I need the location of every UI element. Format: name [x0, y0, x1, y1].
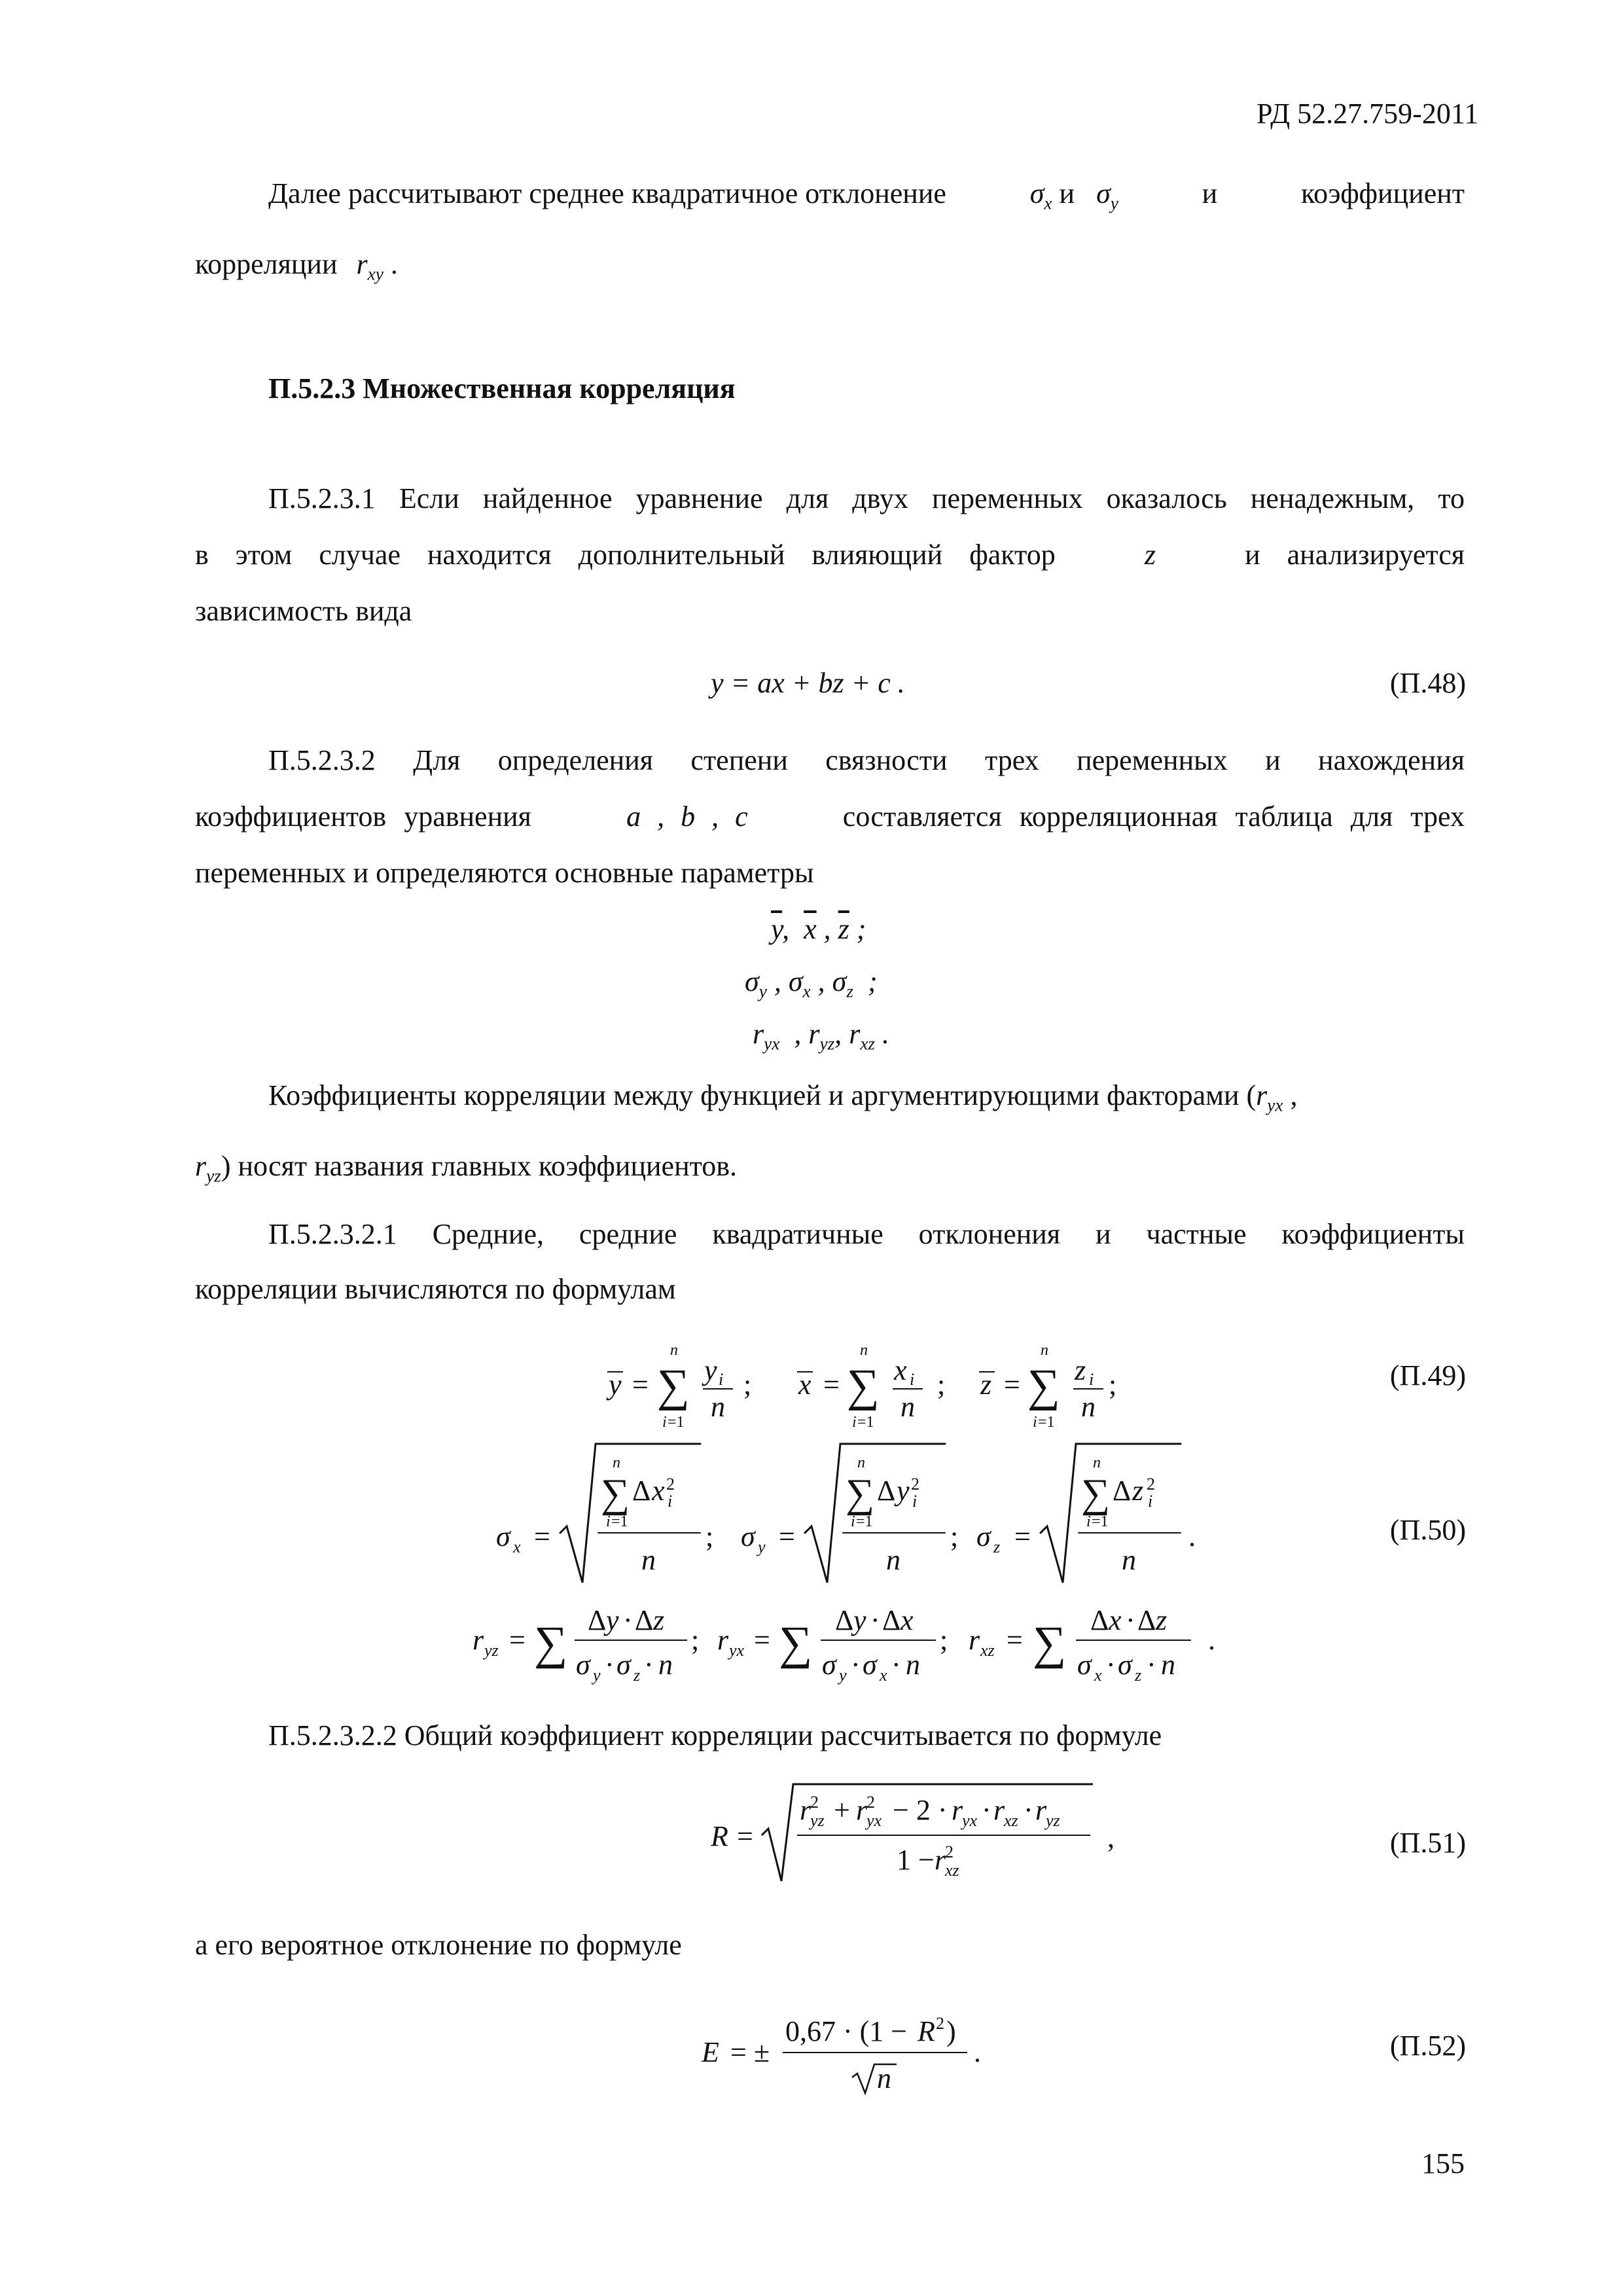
- svg-text:i: i: [719, 1370, 724, 1389]
- parameter-sigmas: $\sigma_y$ , $\sigma_x$ , $\sigma_z$ ;: [745, 965, 878, 1001]
- svg-text:Δ: Δ: [632, 1475, 651, 1507]
- svg-text:2: 2: [936, 2014, 944, 2033]
- svg-text:;: ;: [705, 1520, 714, 1552]
- svg-text:n: n: [1041, 1342, 1048, 1359]
- formula-p51: [700, 1778, 1158, 1889]
- formula-p49: [589, 1329, 1152, 1440]
- svg-text:2: 2: [866, 1793, 875, 1812]
- svg-text:n: n: [877, 2062, 891, 2094]
- svg-text:=1: =1: [857, 1414, 874, 1431]
- formula-p52: [694, 1996, 1060, 2101]
- svg-text:r: r: [473, 1624, 484, 1656]
- paragraph-2-line-3: зависимость вида: [195, 595, 412, 627]
- svg-text:Δ: Δ: [635, 1604, 654, 1636]
- svg-text:σ: σ: [1118, 1649, 1132, 1681]
- section-heading: П.5.2.3 Множественная корреляция: [268, 372, 736, 404]
- svg-text:R: R: [918, 2015, 935, 2047]
- svg-text:R: R: [711, 1820, 728, 1852]
- svg-text:n: n: [658, 1649, 673, 1681]
- svg-text:=: =: [1007, 1624, 1023, 1656]
- p4-text-a: Коэффициенты корреляции между функцией и аргументирующими факторами (: [268, 1079, 1257, 1111]
- svg-text:z: z: [980, 1369, 992, 1401]
- svg-text:=: =: [632, 1369, 649, 1401]
- equation-number-p52: (П.52): [1389, 2030, 1466, 2062]
- paragraph-4-line-2: $r_{yz}$) носят названия главных коэффициентов.: [195, 1150, 738, 1186]
- svg-text:y: y: [839, 1666, 847, 1685]
- svg-text:Δ: Δ: [882, 1604, 901, 1636]
- equation-number-p50: (П.50): [1389, 1514, 1466, 1546]
- svg-text:i: i: [1148, 1492, 1153, 1511]
- svg-text:=: =: [754, 1624, 770, 1656]
- svg-text:0,67 · (1 −: 0,67 · (1 −: [785, 2015, 908, 2047]
- svg-text:∑: ∑: [534, 1617, 568, 1669]
- svg-text:=1: =1: [1092, 1513, 1109, 1530]
- p1-text-b: корреляции: [195, 248, 338, 280]
- svg-text:i: i: [1089, 1370, 1094, 1389]
- formula-p48: y = ax + bz + c .: [711, 667, 905, 699]
- svg-text:·: ·: [1147, 1649, 1156, 1681]
- equation-number-p48: (П.48): [1389, 667, 1466, 699]
- svg-text:i: i: [910, 1370, 915, 1389]
- svg-text:): ): [946, 2015, 956, 2047]
- svg-text:∑: ∑: [657, 1361, 690, 1411]
- svg-text:y: y: [758, 1537, 766, 1556]
- svg-text:;: ;: [1109, 1369, 1117, 1401]
- svg-text:x: x: [894, 1354, 907, 1386]
- svg-text:;: ;: [937, 1369, 946, 1401]
- p1-and-1: и: [1059, 177, 1075, 209]
- p2-text-b: и анализируется: [1245, 539, 1465, 571]
- p3-text-a: коэффициентов уравнения: [195, 800, 531, 833]
- paragraph-3-line-1: П.5.2.3.2 Для определения степени связности трех переменных и нахождения: [268, 744, 1465, 776]
- svg-text:2: 2: [945, 1842, 954, 1861]
- svg-text:y: y: [853, 1604, 866, 1636]
- equation-number-p49: (П.49): [1389, 1359, 1466, 1391]
- svg-text:2: 2: [911, 1475, 919, 1494]
- svg-text:n: n: [613, 1454, 620, 1471]
- svg-text:·: ·: [605, 1649, 615, 1681]
- paragraph-6-line-1: П.5.2.3.2.2 Общий коэффициент корреляции рассчитывается по формуле: [268, 1719, 1162, 1751]
- svg-text:yz: yz: [810, 1811, 825, 1830]
- svg-text:σ: σ: [576, 1649, 590, 1681]
- svg-text:Δ: Δ: [1113, 1475, 1132, 1507]
- svg-text:.: .: [1208, 1624, 1215, 1656]
- svg-text:·: ·: [891, 1649, 901, 1681]
- svg-text:n: n: [1161, 1649, 1175, 1681]
- sigma-y-symbol: $\sigma_y$: [1096, 177, 1118, 213]
- svg-text:σ: σ: [496, 1520, 510, 1552]
- svg-text:xz: xz: [1004, 1811, 1018, 1830]
- svg-text:=: =: [1004, 1369, 1020, 1401]
- svg-text:·: ·: [982, 1794, 991, 1826]
- svg-text:x: x: [1109, 1604, 1122, 1636]
- svg-text:E: E: [702, 2036, 719, 2068]
- svg-text:,: ,: [1107, 1821, 1115, 1854]
- formula-correlations: [469, 1590, 1280, 1695]
- svg-text:xz: xz: [945, 1861, 959, 1880]
- svg-text:σ: σ: [616, 1649, 631, 1681]
- svg-text:y: y: [593, 1666, 601, 1685]
- svg-text:.: .: [1188, 1520, 1196, 1552]
- svg-text:∑: ∑: [779, 1617, 813, 1669]
- parameter-means: $\overline{y}$, $\overline{x}$ , $\overline{z}$ ;: [771, 913, 866, 945]
- svg-text:σ: σ: [863, 1649, 877, 1681]
- svg-text:yx: yx: [962, 1811, 978, 1830]
- svg-text:n: n: [857, 1454, 865, 1471]
- svg-text:x: x: [880, 1666, 887, 1685]
- svg-text:·: ·: [644, 1649, 654, 1681]
- svg-text:∑: ∑: [1081, 1471, 1111, 1516]
- svg-text:·: ·: [623, 1604, 633, 1636]
- svg-text:r: r: [1035, 1794, 1047, 1826]
- paragraph-5-line-2: корреляции вычисляются по формулам: [195, 1273, 676, 1305]
- p2-text-a: в этом случае находится дополнительный влияющий фактор: [195, 539, 1056, 571]
- svg-text:r: r: [952, 1794, 963, 1826]
- svg-text:y: y: [897, 1475, 910, 1507]
- paragraph-2-line-2: [195, 541, 1465, 569]
- svg-text:∑: ∑: [846, 1471, 875, 1516]
- svg-text:=: =: [1014, 1520, 1031, 1552]
- svg-text:y: y: [606, 1604, 619, 1636]
- svg-text:yx: yx: [729, 1641, 745, 1660]
- svg-text:∑: ∑: [1027, 1361, 1060, 1411]
- svg-text:n: n: [886, 1544, 901, 1576]
- svg-text:;: ;: [743, 1369, 752, 1401]
- p1-and-2: и: [1202, 177, 1218, 209]
- svg-text:=1: =1: [1038, 1414, 1055, 1431]
- svg-text:i: i: [662, 1414, 667, 1431]
- svg-text:Δ: Δ: [1090, 1604, 1109, 1636]
- svg-text:σ: σ: [976, 1520, 991, 1552]
- svg-text:;: ;: [940, 1624, 948, 1656]
- svg-text:=1: =1: [668, 1414, 685, 1431]
- svg-text:− 2 ·: − 2 ·: [893, 1794, 948, 1826]
- svg-text:r: r: [993, 1794, 1005, 1826]
- svg-text:x: x: [513, 1537, 521, 1556]
- paragraph-1-line-2: корреляции $r_{xy}$ .: [195, 248, 398, 284]
- paragraph-5-line-1: П.5.2.3.2.1 Средние, средние квадратичные отклонения и частные коэффициенты: [268, 1218, 1465, 1250]
- svg-text:i: i: [606, 1513, 611, 1530]
- svg-text:=1: =1: [611, 1513, 628, 1530]
- svg-text:+: +: [834, 1794, 850, 1826]
- svg-text:2: 2: [1147, 1475, 1155, 1494]
- svg-text:n: n: [1093, 1454, 1101, 1471]
- svg-text:r: r: [935, 1844, 946, 1876]
- svg-text:=: =: [823, 1369, 840, 1401]
- svg-text:σ: σ: [1077, 1649, 1092, 1681]
- svg-text:z: z: [633, 1666, 641, 1685]
- svg-text:;: ;: [691, 1624, 700, 1656]
- p4-text-b: ) носят названия главных коэффициентов.: [221, 1150, 738, 1182]
- paragraph-4-line-1: Коэффициенты корреляции между функцией и аргументирующими факторами ($r_{yx}$ ,: [268, 1079, 1298, 1115]
- p1-text-a: Далее рассчитывают среднее квадратичное отклонение: [268, 177, 946, 209]
- paragraph-3-line-3: переменных и определяются основные параметры: [195, 857, 814, 889]
- svg-text:·: ·: [1126, 1604, 1135, 1636]
- z-symbol: z: [1144, 539, 1156, 571]
- p1-coef: коэффициент: [1300, 177, 1465, 209]
- svg-text:yz: yz: [484, 1641, 499, 1660]
- svg-text:σ: σ: [741, 1520, 755, 1552]
- svg-text:n: n: [711, 1391, 725, 1423]
- paragraph-2-line-1: П.5.2.3.1 Если найденное уравнение для двух переменных оказалось ненадежным, то: [268, 482, 1465, 514]
- svg-text:=: =: [534, 1520, 550, 1552]
- svg-text:Δ: Δ: [835, 1604, 854, 1636]
- svg-text:i: i: [1033, 1414, 1037, 1431]
- svg-text:.: .: [974, 2036, 981, 2068]
- svg-text:i: i: [668, 1492, 673, 1511]
- svg-text:z: z: [1075, 1354, 1086, 1386]
- svg-text:r: r: [800, 1794, 812, 1826]
- svg-text:n: n: [901, 1391, 915, 1423]
- svg-text:Δ: Δ: [877, 1475, 896, 1507]
- svg-text:z: z: [1135, 1666, 1142, 1685]
- svg-text:2: 2: [666, 1475, 675, 1494]
- svg-text:·: ·: [1024, 1794, 1033, 1826]
- paragraph-1-line-1: [268, 179, 1465, 213]
- svg-text:·: ·: [851, 1649, 861, 1681]
- svg-text:n: n: [1122, 1544, 1136, 1576]
- svg-text:∑: ∑: [847, 1361, 880, 1411]
- svg-text:i: i: [852, 1414, 857, 1431]
- svg-text:n: n: [860, 1342, 868, 1359]
- svg-text:y: y: [704, 1354, 717, 1386]
- svg-text:= ±: = ±: [730, 2036, 770, 2068]
- sigma-x-symbol: $\sigma_x$: [1029, 177, 1052, 213]
- svg-text:Δ: Δ: [588, 1604, 607, 1636]
- p1-sigma-group: [1030, 179, 1118, 213]
- svg-text:=: =: [779, 1520, 795, 1552]
- svg-text:x: x: [652, 1475, 665, 1507]
- page-number: 155: [1421, 2147, 1465, 2179]
- svg-text:z: z: [1156, 1604, 1168, 1636]
- svg-text:x: x: [901, 1604, 914, 1636]
- svg-text:z: z: [653, 1604, 665, 1636]
- svg-text:i: i: [851, 1513, 855, 1530]
- svg-text:∑: ∑: [1033, 1617, 1067, 1669]
- svg-text:r: r: [969, 1624, 980, 1656]
- svg-text:σ: σ: [822, 1649, 836, 1681]
- svg-text:z: z: [993, 1537, 1001, 1556]
- svg-text:∑: ∑: [601, 1471, 630, 1516]
- svg-text:;: ;: [950, 1520, 959, 1552]
- svg-text:r: r: [856, 1794, 868, 1826]
- svg-text:1 −: 1 −: [897, 1844, 935, 1876]
- paragraph-7-line-1: а его вероятное отклонение по формуле: [195, 1929, 682, 1961]
- parameter-correlations: $r_{yx}$ , $r_{yz}$, $r_{xz}$ .: [753, 1018, 890, 1054]
- equation-number-p51: (П.51): [1389, 1827, 1466, 1859]
- svg-text:yz: yz: [1046, 1811, 1060, 1830]
- svg-text:n: n: [1081, 1391, 1096, 1423]
- r-xy-symbol: $r_{xy}$: [356, 248, 383, 284]
- svg-text:i: i: [912, 1492, 918, 1511]
- svg-text:n: n: [670, 1342, 678, 1359]
- svg-text:2: 2: [810, 1793, 819, 1812]
- formula-p50: [484, 1435, 1204, 1592]
- svg-text:z: z: [1132, 1475, 1144, 1507]
- svg-text:x: x: [1094, 1666, 1102, 1685]
- svg-text:·: ·: [1106, 1649, 1116, 1681]
- svg-text:n: n: [641, 1544, 656, 1576]
- svg-text:r: r: [717, 1624, 729, 1656]
- svg-text:i: i: [1086, 1513, 1091, 1530]
- svg-text:y: y: [609, 1369, 622, 1401]
- svg-text:xz: xz: [980, 1641, 995, 1660]
- document-code: РД 52.27.759-2011: [1257, 98, 1479, 130]
- paragraph-3-line-2: [195, 802, 1465, 831]
- svg-text:Δ: Δ: [1137, 1604, 1156, 1636]
- svg-text:=1: =1: [856, 1513, 873, 1530]
- svg-text:yx: yx: [866, 1811, 882, 1830]
- svg-text:n: n: [906, 1649, 920, 1681]
- svg-text:x: x: [798, 1369, 812, 1401]
- svg-text:=: =: [737, 1820, 753, 1852]
- p3-text-b: составляется корреляционная таблица для трех: [842, 800, 1465, 833]
- svg-text:=: =: [509, 1624, 526, 1656]
- abc-symbols: a , b , c: [626, 800, 748, 833]
- svg-text:·: ·: [870, 1604, 880, 1636]
